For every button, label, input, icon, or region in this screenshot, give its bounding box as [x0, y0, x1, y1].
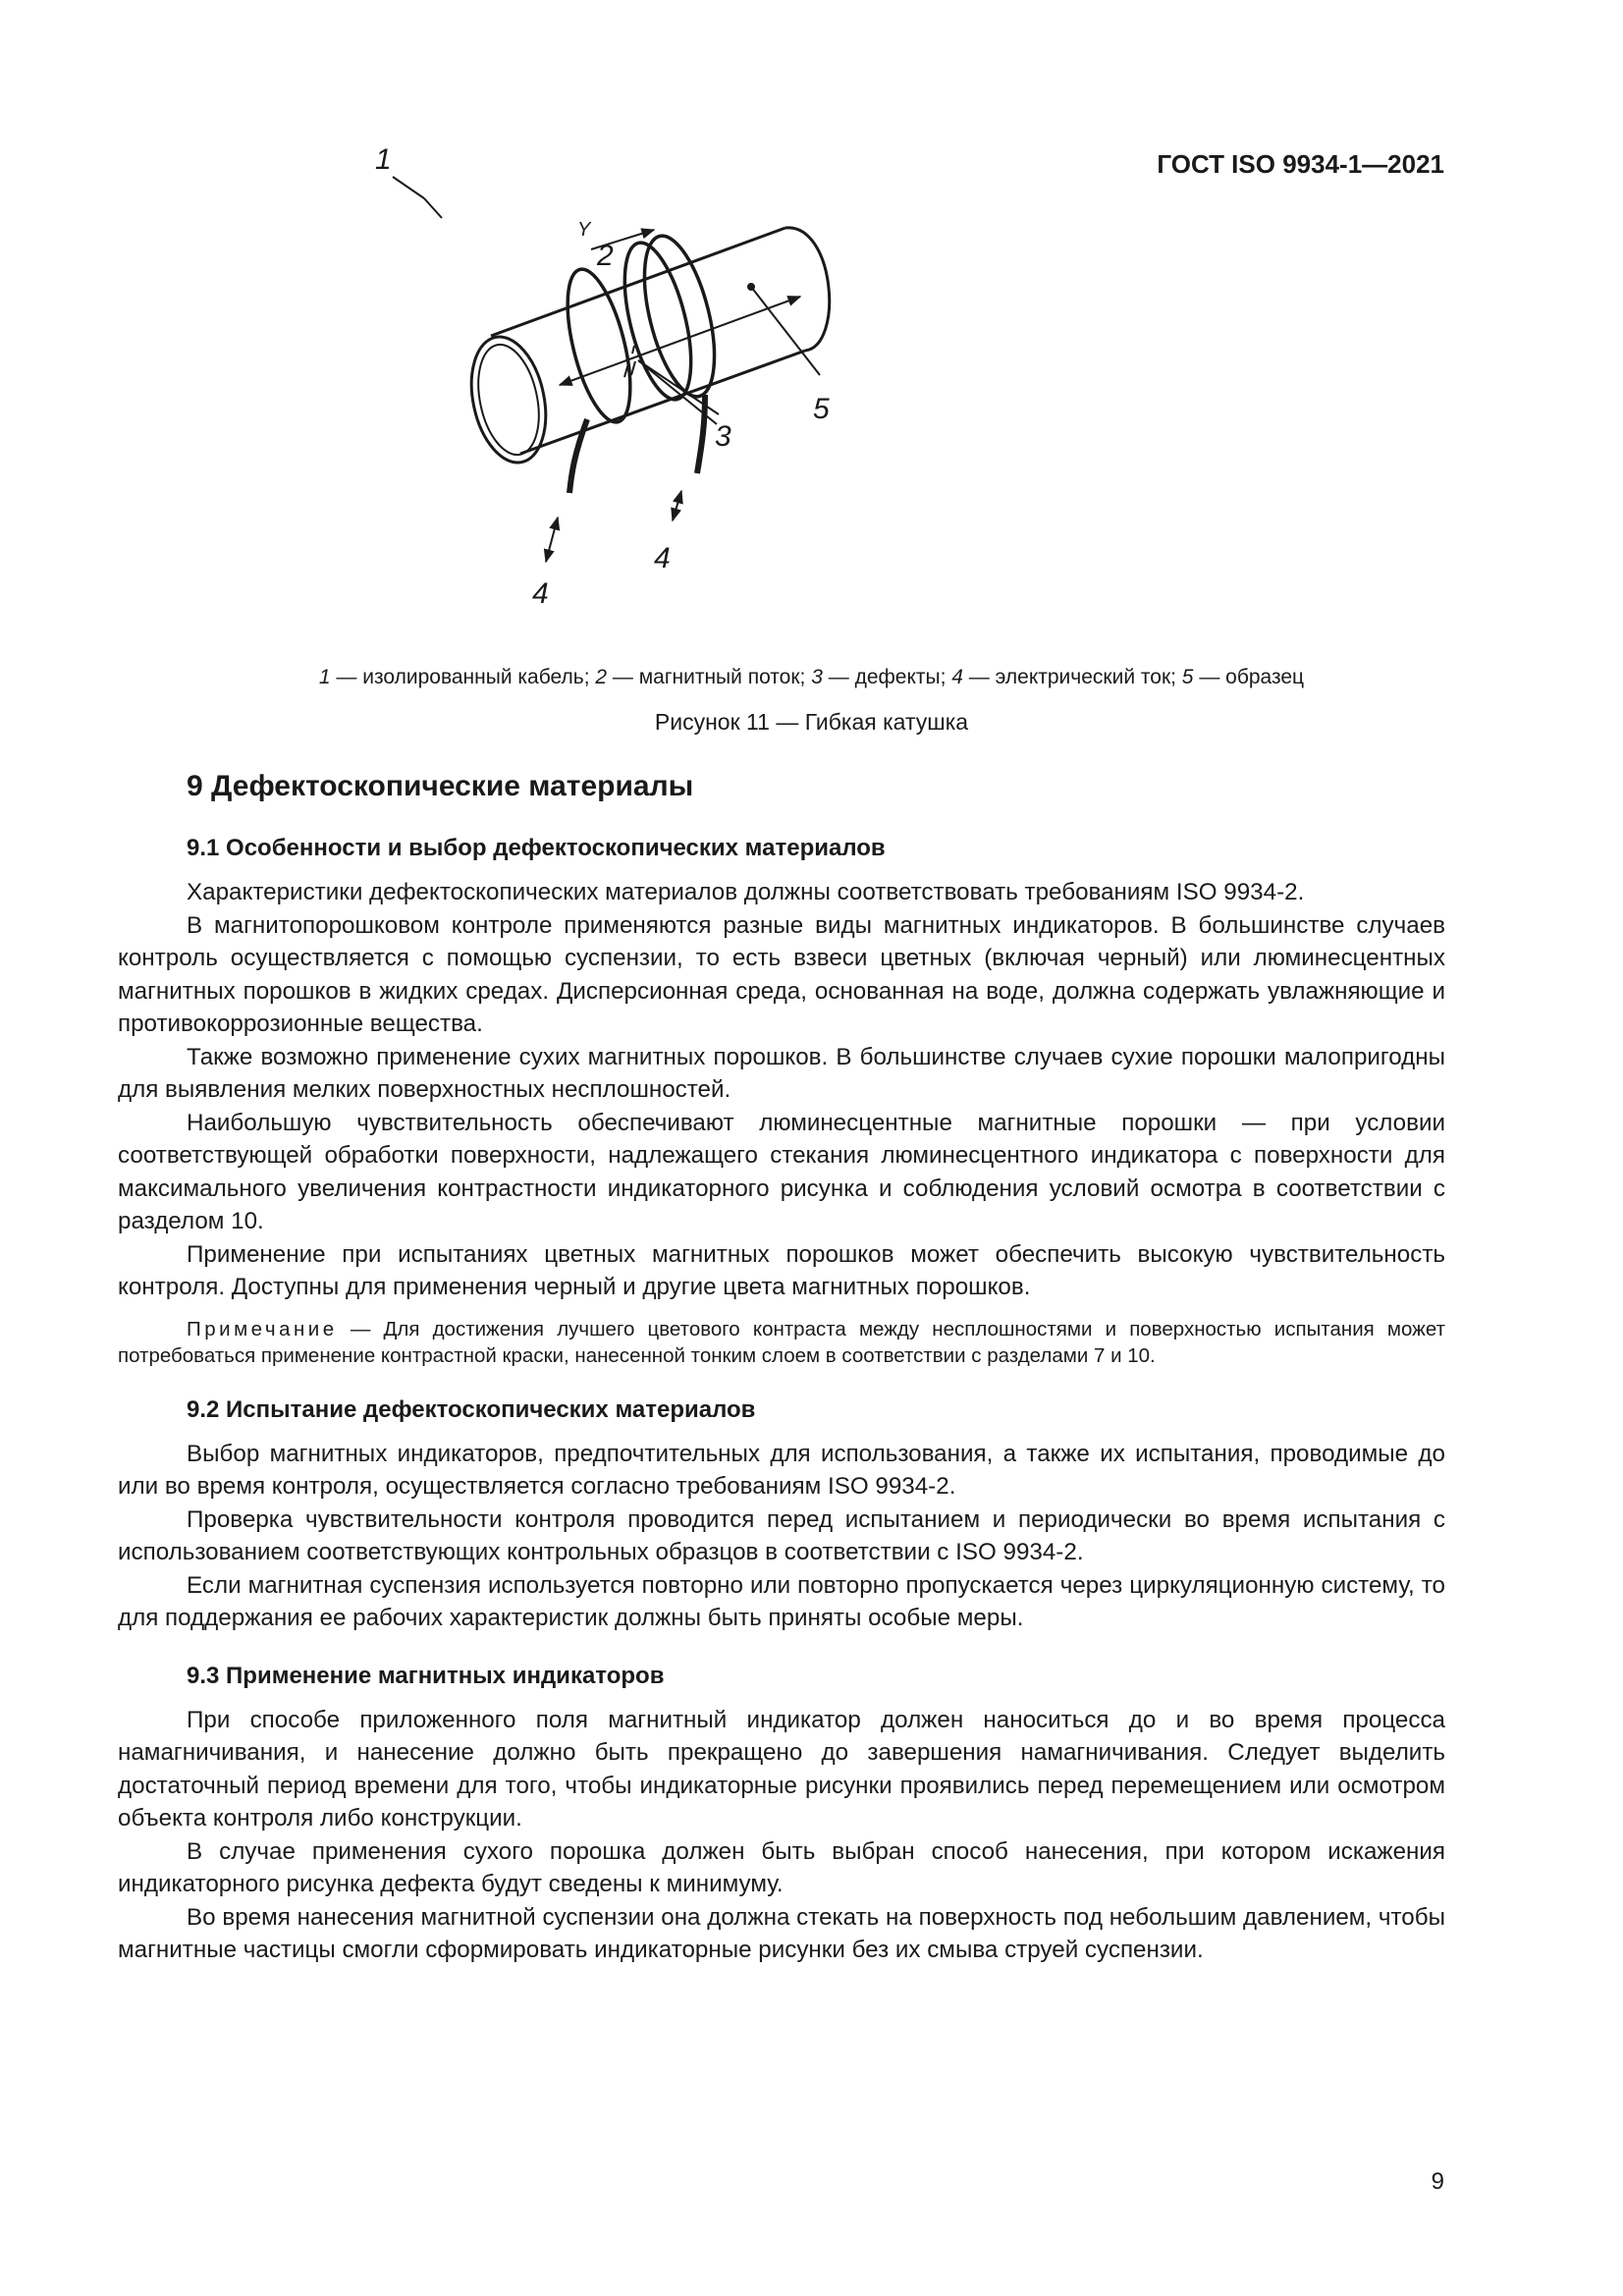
legend-num-5: 5	[1181, 666, 1194, 688]
paragraph: Проверка чувствительности контроля проводится перед испытанием и периодически во время испытания с использованием соответствующих контрольных образцов в соответствии с ISO 9934-2.	[118, 1505, 1445, 1565]
figure-drawing	[375, 143, 1090, 650]
paragraph: Выбор магнитных индикаторов, предпочтительных для использования, а также их испытания, проводимые до или во время контроля, осуществляется согласно требованиям ISO 9934-2.	[118, 1440, 1445, 1500]
note	[118, 1316, 1445, 1369]
label-4-left: 4	[532, 577, 549, 610]
paragraph: Также возможно применение сухих магнитных порошков. В большинстве случаев сухие порошки малопригодны для выявления мелких поверхностных несплошностей.	[118, 1043, 1445, 1103]
tube-near-end-inner	[469, 339, 548, 461]
flexible-coil-figure	[375, 143, 1090, 650]
tube-far-end	[785, 228, 830, 351]
document-header: ГОСТ ISO 9934-1—2021	[1157, 149, 1444, 179]
paragraph: В случае применения сухого порошка должен быть выбран способ нанесения, при котором искажения индикаторного рисунка дефекта будут сведены к минимуму.	[118, 1837, 1445, 1897]
flux-arrow	[560, 297, 800, 385]
current-arrow-left	[546, 518, 558, 562]
legend-text-2: — магнитный поток;	[607, 666, 812, 688]
legend-text-5: — образец	[1193, 666, 1305, 688]
paragraph: В магнитопорошковом контроле применяются разные виды магнитных индикаторов. В большинстве случаев контроль осуществляется с помощью суспензии, то есть взвеси цветных (включая черный) или люминесцентных магнитных порошков в жидких средах. Дисперсионная среда, основанная на воде, должна содержать увлажняющие и противокоррозионные вещества.	[118, 911, 1445, 1037]
cable-end-left	[569, 419, 587, 493]
legend-num-3: 3	[811, 666, 823, 688]
leader-5	[751, 287, 820, 375]
paragraph: При способе приложенного поля магнитный индикатор должен наноситься до и во время процесса намагничивания, и нанесение должно быть прекращено до завершения намагничивания. Следует выделить достаточный период времени для того, чтобы индикаторные рисунки проявились перед перемещением или осмотром объекта контроля либо конструкции.	[118, 1706, 1445, 1831]
label-1: 1	[375, 143, 392, 176]
legend-text-3: — дефекты;	[822, 666, 952, 688]
tube-bottom-edge	[520, 351, 805, 454]
legend-text-1: — изолированный кабель;	[330, 666, 596, 688]
label-y: Y	[577, 219, 591, 241]
section-9-heading: 9 Дефектоскопические материалы	[187, 770, 694, 802]
label-4-right: 4	[654, 542, 671, 574]
paragraph: Во время нанесения магнитной суспензии она должна стекать на поверхность под небольшим давлением, чтобы магнитные частицы смогли сформировать индикаторные рисунки без их смыва струей суспензии.	[118, 1903, 1445, 1963]
legend-text-4: — электрический ток;	[962, 666, 1182, 688]
legend-num-2: 2	[595, 666, 608, 688]
legend-num-1: 1	[318, 666, 331, 688]
paragraph: Если магнитная суспензия используется повторно или повторно пропускается через циркуляционную систему, то для поддержания ее рабочих характеристик должны быть приняты особые меры.	[118, 1571, 1445, 1631]
note-text: — Для достижения лучшего цветового контраста между несплошностями и поверхностью испытания может потребоваться применение контрастной краски, нанесенной тонким слоем в соответствии с разделами 7 и 10.	[118, 1317, 1445, 1367]
paragraph: Характеристики дефектоскопических материалов должны соответствовать требованиям ISO 9934-2.	[187, 879, 1305, 905]
section-9-1-heading: 9.1 Особенности и выбор дефектоскопических материалов	[187, 835, 886, 861]
current-arrow-right	[673, 491, 681, 520]
tube-near-end-outer	[460, 330, 556, 469]
paragraph: Применение при испытаниях цветных магнитных порошков может обеспечить высокую чувствительность контроля. Доступны для применения черный и другие цвета магнитных порошков.	[118, 1240, 1445, 1300]
leader-1b	[424, 198, 442, 218]
paragraph: Наибольшую чувствительность обеспечивают люминесцентные магнитные порошки — при условии соответствующей обработки поверхности, надлежащего стекания люминесцентного индикатора с поверхности для максимального увеличения контрастности индикаторного рисунка и соблюдения условий осмотра в соответствии с разделом 10.	[118, 1109, 1445, 1234]
figure-caption: Рисунок 11 — Гибкая катушка	[654, 709, 969, 735]
section-9-2-heading: 9.2 Испытание дефектоскопических материалов	[187, 1395, 756, 1423]
section-9-3-heading: 9.3 Применение магнитных индикаторов	[187, 1662, 665, 1689]
label-2: 2	[597, 240, 614, 272]
main-content	[118, 770, 1445, 1967]
label-3: 3	[715, 420, 731, 453]
page-number: 9	[1431, 2168, 1444, 2195]
figure-legend	[0, 666, 1623, 689]
leader-1	[393, 177, 424, 198]
specimen-point	[747, 283, 755, 291]
note-label: Примечание	[187, 1317, 338, 1340]
cable-end-right	[697, 395, 705, 473]
coil-turn-1	[555, 263, 642, 428]
label-5: 5	[813, 393, 830, 425]
legend-num-4: 4	[951, 666, 963, 688]
